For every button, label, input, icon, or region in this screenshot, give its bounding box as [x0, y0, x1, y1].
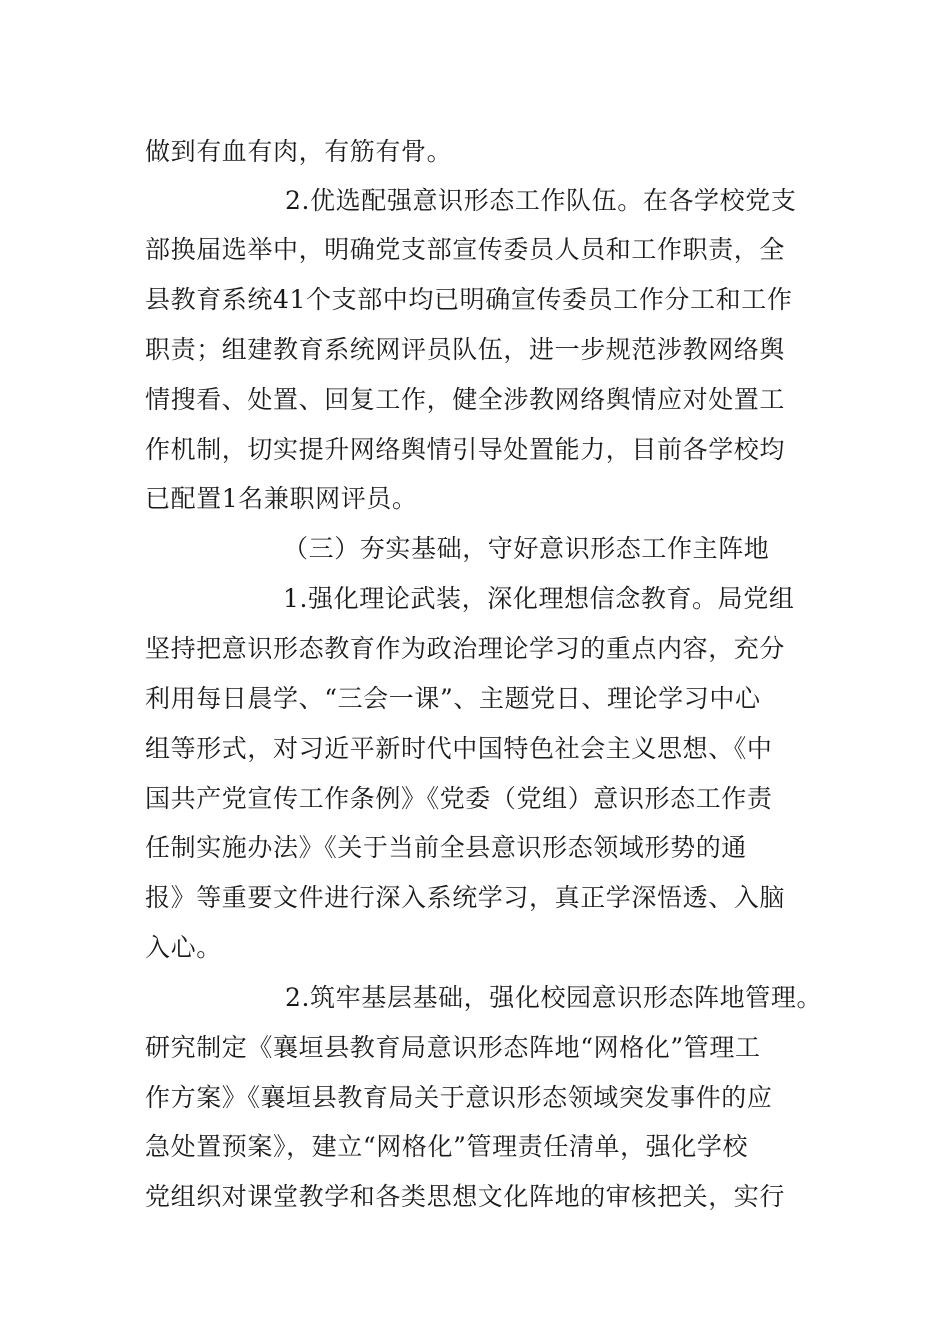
text-line: 国共产党宣传工作条例》《党委（党组）意识形态工作责 — [145, 784, 773, 813]
text-line: 作方案》《襄垣县教育局关于意识形态领域突发事件的应 — [145, 1083, 773, 1112]
text-line: 党组织对课堂教学和各类思想文化阵地的审核把关，实行 — [145, 1182, 786, 1211]
paragraph-first-line: 1.强化理论武装，深化理想信念教育。局党组 — [283, 584, 795, 613]
text-line: 报》等重要文件进行深入系统学习，真正学深悟透、入脑 — [145, 883, 786, 912]
paragraph-first-line: 2.优选配强意识形态工作队伍。在各学校党支 — [285, 186, 797, 215]
text-line: 作机制，切实提升网络舆情引导处置能力，目前各学校均 — [145, 435, 786, 464]
text-line: 急处置预案》，建立“网格化”管理责任清单，强化学校 — [145, 1132, 749, 1161]
text-line: 县教育系统41个支部中均已明确宣传委员工作分工和工作 — [145, 285, 793, 314]
section-heading: （三）夯实基础，守好意识形态工作主阵地 — [283, 534, 770, 563]
text-line: 利用每日晨学、“三会一课”、主题党日、理论学习中心 — [145, 684, 761, 713]
text-line: 情搜看、处置、回复工作，健全涉教网络舆情应对处置工 — [145, 385, 786, 414]
paragraph-first-line: 2.筑牢基层基础，强化校园意识形态阵地管理。 — [285, 983, 823, 1012]
text-line: 部换届选举中，明确党支部宣传委员人员和工作职责，全 — [145, 235, 786, 264]
text-line: 组等形式，对习近平新时代中国特色社会主义思想、《中 — [145, 734, 773, 763]
text-line: 坚持把意识形态教育作为政治理论学习的重点内容，充分 — [145, 634, 786, 663]
text-line: 做到有血有肉，有筋有骨。 — [145, 137, 453, 166]
text-line: 研究制定《襄垣县教育局意识形态阵地“网格化”管理工 — [145, 1033, 761, 1062]
text-line: 职责；组建教育系统网评员队伍，进一步规范涉教网络舆 — [145, 335, 786, 364]
text-line: 已配置1名兼职网评员。 — [145, 484, 418, 513]
text-line: 入心。 — [145, 933, 222, 962]
text-line: 任制实施办法》《关于当前全县意识形态领域形势的通 — [145, 833, 747, 862]
